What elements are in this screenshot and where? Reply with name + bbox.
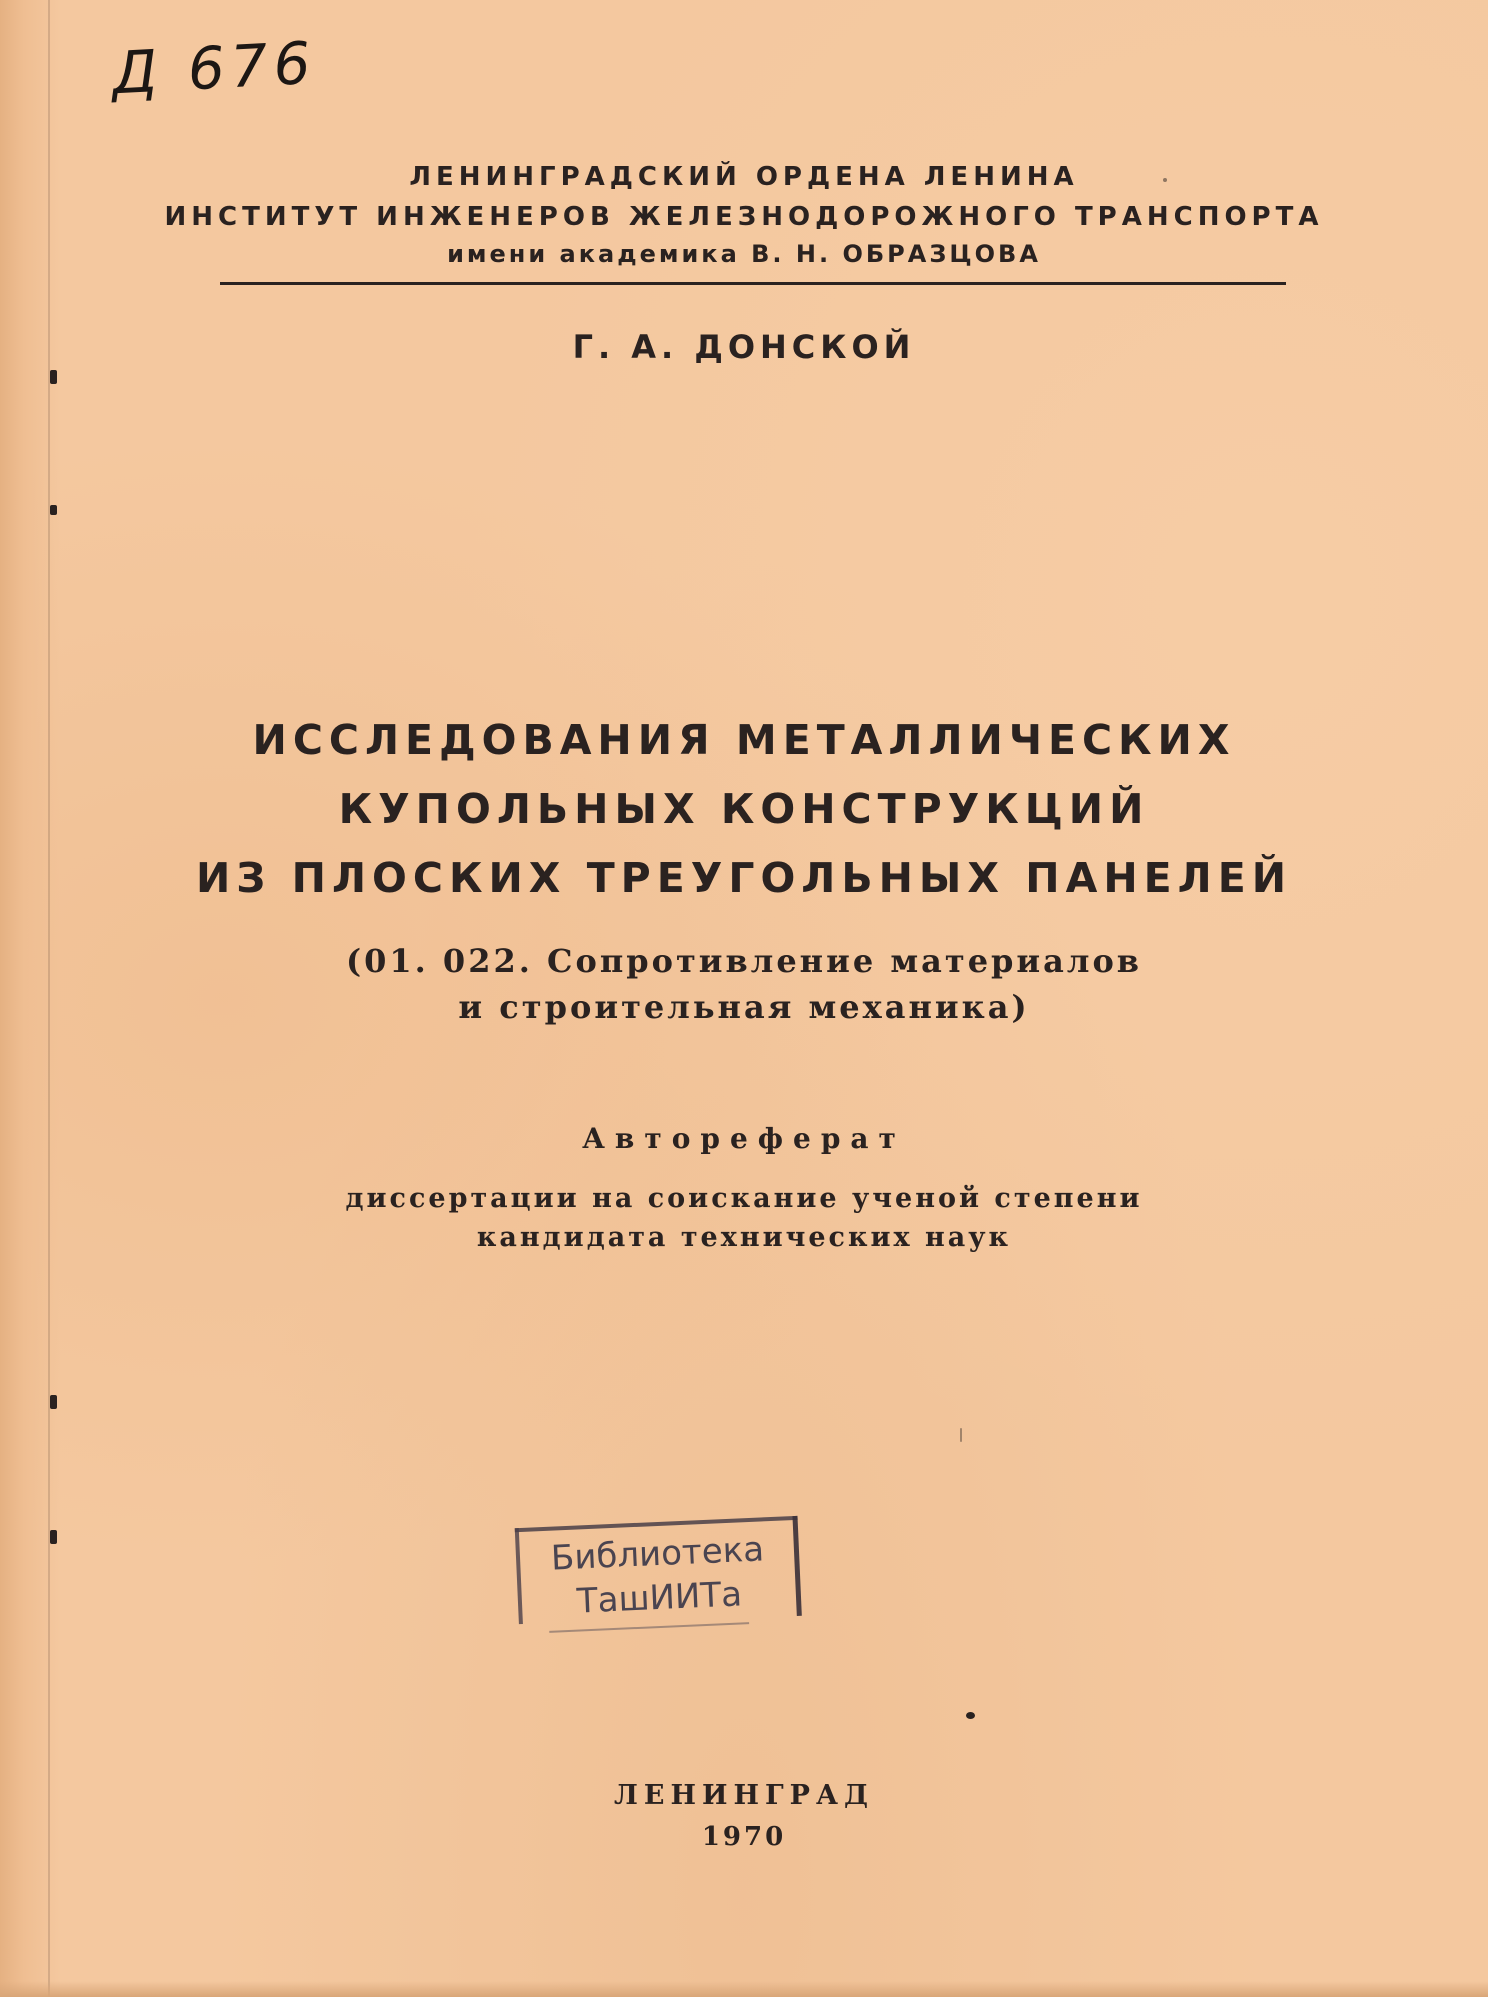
binding-hole [50,370,57,384]
imprint-year: 1970 [701,1822,787,1852]
imprint-city: ЛЕНИНГРАД [614,1780,874,1811]
binding-hole [50,1530,57,1544]
institution-line-1: ЛЕНИНГРАДСКИЙ ОРДЕНА ЛЕНИНА [409,162,1079,192]
handwritten-call-number: Д 676 [110,28,319,108]
stamp-line-2: ТашИИТа [576,1574,743,1622]
dissertation-line-2: кандидата технических наук [476,1222,1012,1253]
binding-hole [50,1395,57,1409]
abstract-label: Автореферат [582,1122,906,1155]
ink-speck [960,1428,962,1442]
title-line-1: ИССЛЕДОВАНИЯ МЕТАЛЛИЧЕСКИХ [252,716,1236,764]
library-stamp [515,1516,803,1638]
dissertation-line-1: диссертации на соискание ученой степени [345,1183,1143,1214]
title-line-3: ИЗ ПЛОСКИХ ТРЕУГОЛЬНЫХ ПАНЕЛЕЙ [195,854,1293,902]
institution-line-3: имени академика В. Н. ОБРАЗЦОВА [447,240,1041,268]
institution-line-2: ИНСТИТУТ ИНЖЕНЕРОВ ЖЕЛЕЗНОДОРОЖНОГО ТРАНСПОРТА [164,202,1324,232]
page-bottom-edge [0,1981,1488,1997]
stamp-border [549,1622,749,1633]
specialty-line-1: (01. 022. Сопротивление материалов [345,942,1143,980]
header-divider [220,282,1286,285]
title-line-2: КУПОЛЬНЫХ КОНСТРУКЦИЙ [338,785,1150,833]
specialty-line-2: и строительная механика) [458,988,1030,1026]
ink-speck [1163,178,1167,182]
ink-speck [966,1712,975,1719]
author-name: Г. А. ДОНСКОЙ [572,328,916,366]
binding-hole [50,505,57,515]
stamp-line-1: Библиотека [550,1529,765,1579]
